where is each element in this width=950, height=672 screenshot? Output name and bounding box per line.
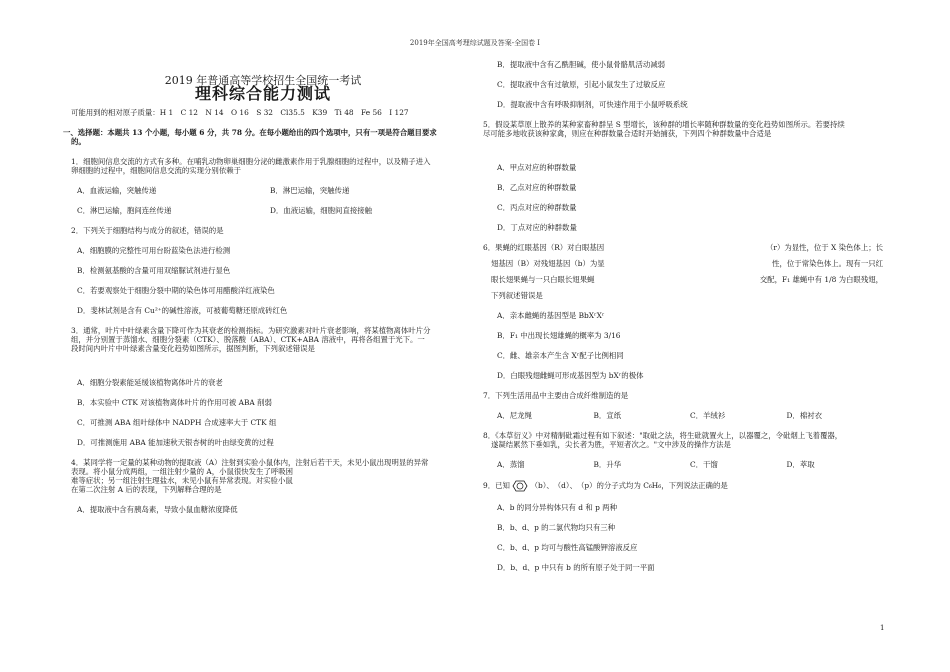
q7-option-b: B．宣纸	[593, 411, 622, 420]
q6-option-c: C．雌、雄亲本产生含 Xʳ配子比例相同	[497, 351, 624, 360]
q4-option-b: B．提取液中含有乙酰胆碱，使小鼠骨骼肌活动减弱	[497, 60, 666, 69]
q2-option-c: C．若要观察处于细胞分裂中期的染色体可用醋酸洋红液染色	[77, 286, 275, 295]
right-column	[483, 60, 883, 583]
atomic-masses: 可能用到的相对原子质量：H 1 C 12 N 14 O 16 S 32 Cl35.5 K39 Ti 48 Fe 56 I 127	[71, 108, 409, 117]
q1-option-a: A．血液运输，突触传递	[77, 186, 157, 195]
q8-option-b: B．升华	[593, 460, 622, 469]
q9-option-d: D．b、d、p 中只有 b 的所有原子处于同一平面	[497, 563, 655, 572]
question-1: 1．细胞间信息交流的方式有多种。在哺乳动物卵巢细胞分泌的雌激素作用于乳腺细胞的过程中，以及精子进入 卵细胞的过程中，细胞间信息交流的实现分别依赖于	[71, 157, 431, 175]
q9-option-c: C．b、d、p 均可与酸性高锰酸钾溶液反应	[497, 543, 638, 552]
q8-option-a: A．蒸馏	[497, 460, 525, 469]
question-3: 3．通常，叶片中叶绿素含量下降可作为其衰老的检测指标。为研究激素对叶片衰老影响，将某植物离体叶片分 组，并分别置于蒸馏水、细胞分裂素（CTK）、脱落酸（ABA）、CTK+ABA 溶液中，再将各组置于光下。一 段时间内叶片中叶绿素含量变化趋势如图所示，据图判断，下列叙述错误是	[71, 326, 431, 353]
q8-option-c: C．干馏	[690, 460, 718, 469]
page-header: 2019年全国高考理综试题及答案-全国卷 I	[409, 39, 541, 47]
q6-option-d: D．白眼残翅雌蝇可形成基因型为 bXʳ的极体	[497, 371, 644, 380]
q9-option-b: B．b、d、p 的二氯代物均只有三种	[497, 523, 616, 532]
section-heading: 一、选择题：本题共 13 个小题，每小题 6 分，共 78 分。在每小题给出的四个选项中，只有一项是符合题目要求 的。	[63, 128, 437, 146]
q7-options	[497, 411, 883, 420]
q5-option-d: D．丁点对应的种群数量	[497, 223, 577, 232]
q4-option-a: A．提取液中含有胰岛素，导致小鼠血糖浓度降低	[77, 505, 238, 514]
q3-option-a: A．细胞分裂素能延缓该植物离体叶片的衰老	[77, 378, 223, 387]
q8-options	[497, 460, 883, 469]
q3-option-d: D．可推测施用 ABA 能加速秋天银杏树的叶由绿变黄的过程	[77, 438, 274, 447]
q5-option-c: C．丙点对应的种群数量	[497, 203, 577, 212]
q3-option-c: C．可推测 ABA 组叶绿体中 NADPH 合成速率大于 CTK 组	[77, 418, 277, 427]
page-number: 1	[880, 624, 885, 632]
q2-option-d: D．斐林试剂是含有 Cu²⁺的碱性溶液，可被葡萄糖还原成砖红色	[77, 306, 288, 315]
q6-option-a: A．亲本雌蝇的基因型是 BbXʳXʳ	[497, 311, 605, 320]
q1-option-b: B．淋巴运输，突触传递	[270, 186, 350, 195]
question-2: 2．下列关于细胞结构与成分的叙述，错误的是	[71, 226, 224, 235]
exam-subtitle: 理科综合能力测试	[194, 84, 331, 103]
q4-option-c: C．提取液中含有过敏原，引起小鼠发生了过敏反应	[497, 80, 666, 89]
exam-title: 2019 年普通高等学校招生全国统一考试	[164, 74, 362, 87]
q5-option-a: A．甲点对应的种群数量	[497, 163, 577, 172]
q1-option-c: C．淋巴运输，胞间连丝传递	[77, 206, 172, 215]
q1-options-ab	[77, 186, 463, 195]
question-8: 8．《本草衍义》中对精制砒霜过程有如下叙述："取砒之法，将生砒就置火上，以器覆之，令砒烟上飞着覆器， 遂凝结累然下垂如乳，尖长者为胜，平短者次之。"文中涉及的操作方法是	[483, 431, 843, 449]
question-6: 6．果蝇的红眼基因（R）对白眼基因 （r）为显性，位于 X 染色体上；长 翅基因（B）对残翅基因（b）为显 性，位于常染色体上。现有一只红 眼长翅果蝇与一只白眼长翅果蝇 交配，F₁ 雄蝇中有 1/8 为白眼残翅， 下列叙述错误是	[483, 243, 883, 300]
q1-option-d: D．血液运输，细胞间直接接触	[270, 206, 373, 215]
benzene-ring-icon	[512, 480, 528, 492]
q5-option-b: B．乙点对应的种群数量	[497, 183, 577, 192]
left-column	[63, 60, 463, 525]
q7-option-a: A．尼龙绳	[497, 411, 532, 420]
q8-option-d: D．萃取	[786, 460, 815, 469]
q7-option-c: C．羊绒衫	[690, 411, 726, 420]
q9-option-a: A．b 的同分异构体只有 d 和 p 两种	[497, 503, 617, 512]
q7-option-d: D．棉衬衣	[786, 411, 822, 420]
q2-option-a: A．细胞膜的完整性可用台盼蓝染色法进行检测	[77, 246, 231, 255]
q6-option-b: B．F₁ 中出现长翅雄蝇的概率为 3/16	[497, 331, 621, 340]
q1-options-cd	[77, 206, 463, 215]
q3-option-b: B．本实验中 CTK 对该植物离体叶片的作用可被 ABA 削弱	[77, 398, 272, 407]
question-7: 7．下列生活用品中主要由合成纤维制造的是	[483, 391, 629, 400]
q4-option-d: D．提取液中含有呼吸抑制剂，可快速作用于小鼠呼吸系统	[497, 100, 688, 109]
question-4: 4．某同学将一定量的某种动物的提取液（A）注射到实验小鼠体内，注射后若干天，未见小鼠出现明显的异常 表现。将小鼠分成两组，一组注射少量的 A，小鼠很快发生了呼吸困 难等症状；另一组注射生理盐水，未见小鼠有异常表现。对实验小鼠 在第二次注射 A 后的表现，下列解释合理的是	[71, 458, 429, 494]
question-9: 9．已知 （b）、 （d）、 （p）的分子式均为 C₆H₆，下列说法正确的是	[483, 481, 728, 490]
q2-option-b: B．检测氨基酸的含量可用双缩脲试剂进行显色	[77, 266, 231, 275]
question-5: 5．假设某草原上散养的某种家畜种群呈 S 型增长，该种群的增长率随种群数量的变化趋势如图所示。若要持续 尽可能多地收获该种家禽，则应在种群数量合适时开始捕获，下列四个种群数量中合适是	[483, 120, 845, 138]
